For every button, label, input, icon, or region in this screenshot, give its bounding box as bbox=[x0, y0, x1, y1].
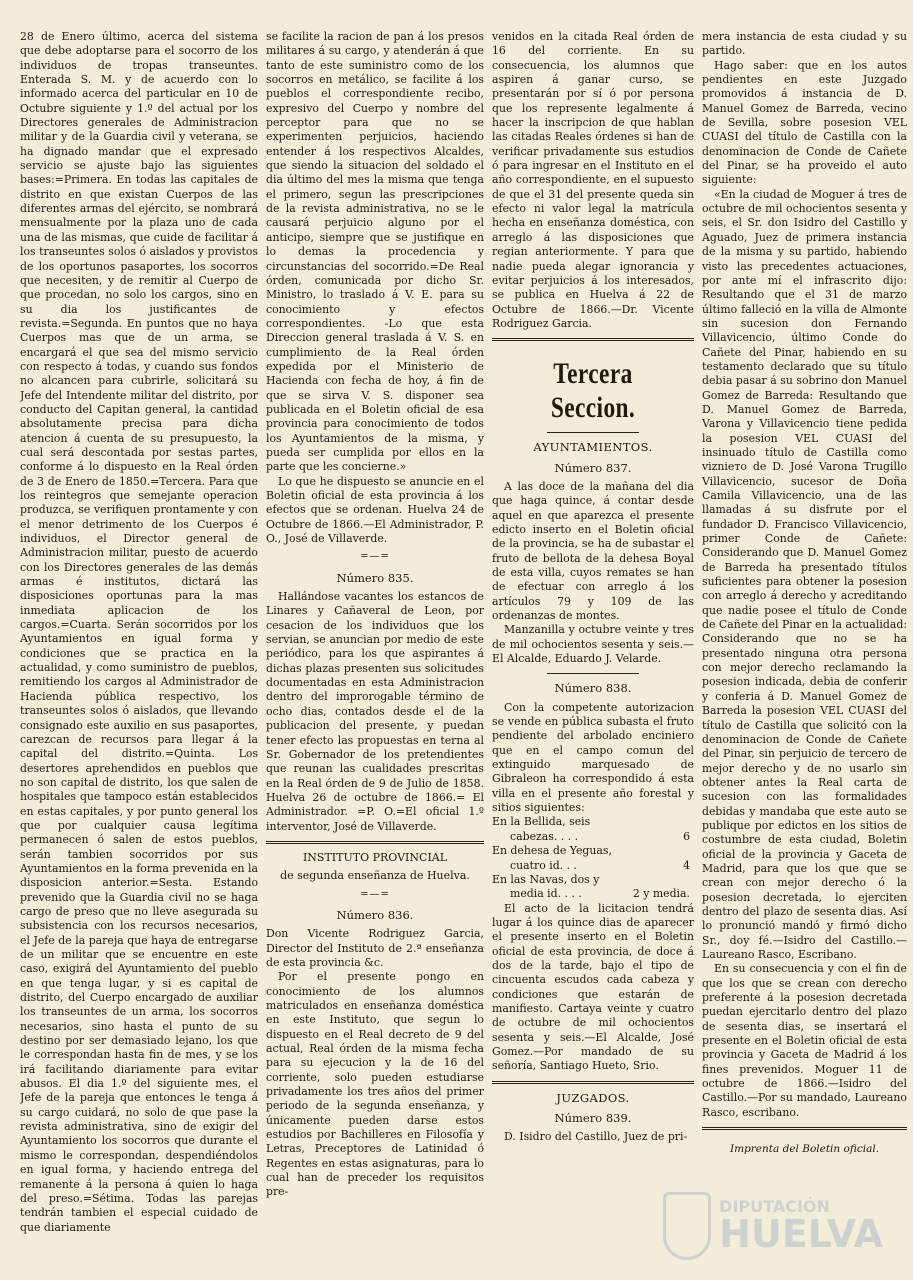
court-order-text: «En la ciudad de Moguer á tres de octubre de mil ochocientos sesenta y seis, el Sr. don Isidro del Castillo y Aguado, Juez de primera instancia de la misma y su partido, habiendo visto las precedentes actuaciones, por ante mí el infrascrito dijo: Resultando que el 31 de marzo último falleció en la villa de Almonte sin sucesion don Fernando Villavicencio, último Conde do Cañete del Pinar, habiendo en su testamento declarado que su título debia pasar á su sobrino don Manuel Gomez de Barreda: Resultando que D. Manuel Gomez de Barreda, Varona y Villavicencio tiene pedida la posesion VEL CUASI del insinuado título de Castilla como vizniето de D. José Varona Trugillo Villavicencio, sucesor de Doña Camila Villavicencio, una de las llamadas á su disfrute por el fundador D. Francisco Villavicencio, primer Conde de Cañete: Considerando que D. Manuel Gomez de Barreda ha presentado títulos suficientes para obtener la posesion con arreglo á derecho y acreditando que nadie posee el título de Conde de Cañete del Pinar en la actualidad: Considerando que no se ha presentado ninguna otra persona con mejor derecho reclamando la posesion indicada, debia de conferir y conferia á D. Manuel Gomez de Barreda la posesion VEL CUASI del título de Castilla que solicitó con la denominacion de Conde de Cañete del Pinar, sin perjuicio de tercero de mejor derecho y de no usarlo sin obtener antes la Real carta de sucesion con las formalidades debidas y mandaba que este auto se publique por edictos en los sitios de costumbre de esta ciudad, Boletin oficial de la provincia y Gaceta de Madrid, para que los que que se crean con mejor derecho ó la posesion decretada, lo ejerciten dentro del plazo de sesenta dias. Así lo pronunció mandó y firmó dicho Sr., doy fé.—Isidro del Castillo.—Laureano Rasco, Escribano. bbox=[702, 187, 907, 961]
site-label: En dehesa de Yeguas, bbox=[492, 844, 612, 858]
juzgados-heading: JUZGADOS. bbox=[556, 1090, 630, 1105]
column-2 bbox=[266, 30, 484, 1260]
site-label: En la Bellida, seis bbox=[492, 815, 591, 829]
site-label: cabezas. . . . bbox=[510, 829, 579, 843]
separator: =—= bbox=[360, 888, 390, 900]
site-value: 4 bbox=[683, 858, 690, 872]
administrator-notice: Lo que he dispuesto se anuncie en el Boletin oficial de esta provincia á los efectos que se ordenan. Huelva 24 de Octubre de 1866.—El Administrador, P. O., José de Villaverde. bbox=[266, 474, 484, 546]
site-label: cuatro id. . . bbox=[510, 858, 577, 872]
section-divider bbox=[492, 338, 694, 341]
site-value: 6 bbox=[683, 829, 690, 843]
notice-839-intro: Hago saber: que en los autos pendientes en este Juzgado promovidos á instancia de D. Manuel Gomez de Barreda, vecino de Sevilla, sobre posesion VEL CUASI del título de Castilla con la denominacion de Conde de Cañete del Pinar, se ha proveido el auto siguiente: bbox=[702, 58, 907, 187]
table-row bbox=[492, 844, 694, 858]
royal-order-text: 28 de Enero último, acerca del sistema que debe adoptarse para el socorro de los individuos de tropas transeuntes. Enterada S. M. y de acuerdo con lo informado acerca del particular en 10 de Octubre siguiente y 1.º del actual por los Directores generales de Administracion militar y de la Guardia civil y veterana, se ha dignado mandar que el expresado servicio se ajuste bajo las siguientes bases:=Primera. En todas las capitales de distrito en que existan Cuerpos de las diferentes armas del ejército, se nombrará mensualmente por la plaza uno de cada una de las mismas, que cuide de facilitar á los transeuntes solos ó aislados y provistos de los oportunos pasaportes, los socorros que necesiten, y de remitir al Cuerpo de que procedan, no solo los cargos, sino en su dia los justificantes de revista.=Segunda. En puntos que no haya Cuerpos mas que de un arma, se encargará el que sea del mismo servicio con respecto á todas, y cuando sus fondos no alcancen para cubrirle, solicitará su Jefe del Intendente militar del distrito, por conducto del Capitan general, la cantidad absolutamente precisa para dicha atencion á cuenta de su presupuesto, la cual será descontada por sestas partes, conforme á lo dispuesto en la Real órden de 3 de Enero de 1850.=Tercera. Para que los reintegros que semejante operacion produzca, se verifiquen prontamente y con el menor detrimento de los Cuerpos é individuos, el Director general de Administracion militar, puesto de acuerdo con los Directores generales de las demás armas é institutos, dictará las disposiciones oportunas para la mas inmediata aplicacion de los cargos.=Cuarta. Serán socorridos por los Ayuntamientos en igual forma y condiciones que se practica en la actualidad, y como suministro de pueblos, remitiendo los cargos al Administrador de Hacienda pública respectivo, los transeuntes solos ó aislados, que llevando consignado este auxilio en sus pasaportes, carezcan de recursos para llegar á la capital del distrito.=Quinta. Los desertores aprehendidos en pueblos que no son capital de distrito, los que salen de hospitales que tampoco están establecidos en estas capitales, y por punto general los que por cualquier causa legítima permanecen ó salen de estos pueblos, serán tambien socorridos por sus Ayuntamientos en la forma prevenida en la disposicion anterior.=Sesta. Estando prevenido que la Guardia civil no se haga cargo de preso que no lleve asegurada su subsistencia con los recursos necesarios, el Jefe de la pareja que haya de entregarse de un militar que se encuentre en este caso, exigirá del Ayuntamiento del pueblo en que tenga lugar, y si es capital de distrito, del Cuerpo encargado de auxiliar los transeuntes de un arma, los socorros necesarios, sino hasta el punto de su destino por ser demasiado lejano, los que le correspondan hasta fin de mes, y se los irá facilitando diariamente para evitar abusos. El dia 1.º del siguiente mes, el Jefe de la pareja que entonces le tenga á su cargo cuidará, no solo de que pase la revista administrativa, sino de exigir del Ayuntamiento los socorros que durante el mismo le correspondan, despendiéndolos en igual forma, y haciendo entrega del remanente á la persona á quien lo haga del preso.=Sétima. Todas las parejas tendrán tambien el especial cuidado de que diariamente bbox=[20, 30, 258, 1234]
notice-837-text: A las doce de la mañana del dia que haga quince, á contar desde aquel en que aparezca el presente edicto inserto en el Boletin oficial de la provincia, se ha de subastar el fruto de bellota de la dehesa Boyal de esta villa, cuyos remates se han de efectuar con arreglo á los artículos 79 y 109 de las ordenanzas de montes. bbox=[492, 479, 694, 622]
institute-heading: INSTITUTO PROVINCIAL bbox=[302, 850, 448, 864]
site-label: En las Navas, dos y bbox=[492, 872, 600, 886]
court-order-conclusion: En su consecuencia y con el fin de que los que se crean con derecho preferente á la posesion decretada puedan ejercitarlo dentro del plazo de sesenta dias, se insertará el presente en el Boletin oficial de esta provincia y Gaceta de Madrid á los fines prevenidos. Moguer 11 de octubre de 1866.—Isidro del Castillo.—Por su mandado, Laureano Rasco, escribano. bbox=[702, 962, 907, 1119]
notice-number-836: Número 836. bbox=[336, 907, 414, 922]
column-1 bbox=[20, 30, 258, 1260]
notice-number-838: Número 838. bbox=[554, 681, 632, 696]
divider-rule bbox=[547, 673, 640, 674]
notice-836-text: Por el presente pongo en conocimiento de los alumnos matriculados en enseñanza doméstica en este Instituto, que segun lo dispuesto en el Real decreto de 9 del actual, Real órden de la misma fecha para su ejecucion y la de 16 del corriente, solo pueden estudiarse privadamente los tres años del primer periodo de la segunda enseñanza, y únicamente pueden darse estos estudios por Bachilleres en Filosofía y Letras, Preceptores de Latinidad ó Regentes en estas asignaturas, para lo cual han de preceder los requisitos pre- bbox=[266, 970, 484, 1199]
royal-order-continuation: se facilite la racion de pan á los presos militares á su cargo, y atenderán á que tanto de este suministro como de los socorros en metálico, se facilite á los pueblos el correspondiente recibo, expresivo del Cuerpo y nombre del perceptor para que no se experimenten perjuicios, haciendo entender á los respectivos Alcaldes, que siendo la situacion del soldado el dia último del mes la misma que tenga el primero, segun las prescripciones de la revista administrativa, no se le causará perjuicio alguno por el anticipo, siempre que se justifique en lo demas la procedencia y circunstancias del socorrido.=De Real órden, comunicada por dicho Sr. Ministro, lo traslado á V. E. para su conocimiento y efectos correspondientes. -Lo que esta Direccion general traslada á V. S. en cumplimiento de la Real órden expedida por el Ministerio de Hacienda con fecha de hoy, á fin de que se sirva V. S. disponer sea publicada en el Boletin oficial de esa provincia para conocimiento de todos los Ayuntamientos de la misma, y pueda ser cumplida por ellos en la parte que les concierne.» bbox=[266, 30, 484, 474]
table-row bbox=[492, 873, 694, 887]
column-3 bbox=[492, 30, 694, 1260]
section-divider bbox=[266, 841, 484, 844]
ayuntamientos-heading: AYUNTAMIENTOS. bbox=[533, 440, 653, 455]
separator: =—= bbox=[360, 551, 390, 563]
table-row bbox=[492, 830, 694, 844]
notice-835-text: Hallándose vacantes los estancos de Linares y Cañaveral de Leon, por cesacion de los individuos que los servian, se anuncian por medio de este periódico, para los que aspirantes á dichas plazas presenten sus solicitudes documentadas en esta Administracion dentro del improrogable término de ocho dias, contados desde el de la publicacion del presente, y puedan tener efecto las propuestas en terna al Sr. Gobernador de los pretendientes que reunan las cualidades prescritas en la Real órden de 9 de Julio de 1858. Huelva 26 de octubre de 1866.= El Administrador. =P. O.=El oficial 1.º interventor, José de Villaverde. bbox=[266, 590, 484, 833]
table-row bbox=[492, 815, 694, 829]
notice-838-auction-text: El acto de la licitacion tendrá lugar á los quince dias de aparecer el presente inserto en el Boletin oficial de esta provincia, de doce á dos de la tarde, bajo el tipo de cincuenta escudos cada cabeza y condiciones que estarán de manifiesto. Cartaya veinte y cuatro de octubre de mil ochocientos sesenta y seis.—El Alcalde, José Gomez.—Por mandado de su señoría, Santiago Hueto, Srio. bbox=[492, 901, 694, 1073]
notice-number-839: Número 839. bbox=[554, 1111, 632, 1125]
watermark-text: DIPUTACIÓN HUELVA bbox=[719, 1197, 883, 1256]
notice-837-signature: Manzanilla y octubre veinte y tres de mil ochocientos sesenta y seis.—El Alcalde, Eduardo J. Velarde. bbox=[492, 623, 694, 666]
site-label: media id. . . . bbox=[510, 887, 582, 901]
title-rule bbox=[547, 432, 640, 433]
section-divider bbox=[492, 1081, 694, 1084]
notice-839-continuation: mera instancia de esta ciudad y su partido. bbox=[702, 30, 907, 58]
table-row bbox=[492, 887, 694, 901]
institute-subheading: de segunda enseñanza de Huelva. bbox=[280, 869, 470, 883]
column-4 bbox=[702, 30, 907, 1260]
table-row bbox=[492, 859, 694, 873]
site-value: 2 y media. bbox=[632, 887, 690, 901]
notice-836-header: Don Vicente Rodriguez Garcia, Director del Instituto de 2.ª enseñanza de esta provincia &c. bbox=[266, 927, 484, 969]
notice-836-continuation: venidos en la citada Real órden de 16 del corriente. En su consecuencia, los alumnos que aspiren á ganar curso, se presentarán por sí ó por persona que los represente legalmente á hacer la inscripcion de que hablan las citadas Reales órdenes si han de verificar privadamente sus estudios ó para ingresar en el Instituto en el año correspondiente, en el supuesto de que el 31 del presente queda sin efecto ni valor legal la matrícula hecha en enseñanza doméstica, con arreglo á las disposiciones que regian anteriormente. Y para que nadie pueda alegar ignorancia y evitar perjuicios á los interesados, se publica en Huelva á 22 de Octubre de 1866.—Dr. Vicente Rodriguez Garcia. bbox=[492, 30, 694, 330]
notice-839-header: D. Isidro del Castillo, Juez de pri- bbox=[504, 1130, 688, 1144]
sites-table bbox=[492, 815, 694, 901]
notice-838-text: Con la competente autorizacion se vende en pública subasta el fruto pendiente del arbolado encinieго que en el campo comun del extinguido marquesado de Gibraleon ha correspondido á esta villa en el presente año forestal y sitios siguientes: bbox=[492, 700, 694, 815]
footer-divider bbox=[702, 1127, 907, 1130]
notice-number-835: Número 835. bbox=[336, 570, 414, 585]
printer-credit: Imprenta del Boletin oficial. bbox=[729, 1143, 880, 1156]
section-title: Tercera Seccion. bbox=[550, 357, 636, 425]
notice-number-837: Número 837. bbox=[554, 460, 632, 475]
newspaper-page bbox=[20, 30, 907, 1260]
